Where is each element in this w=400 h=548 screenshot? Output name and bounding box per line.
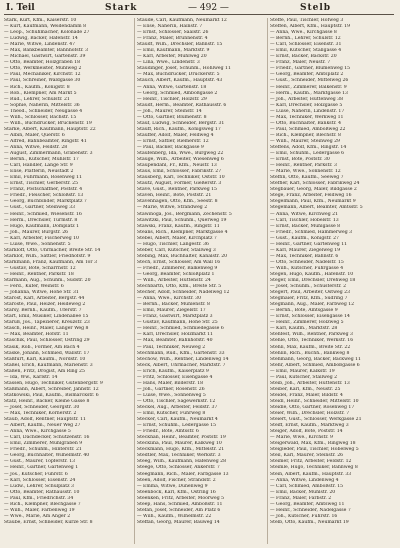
directory-entry: Starmann, Aug., Schuhm., Südstr. 20 [4, 278, 91, 284]
directory-entry: Starost, Karl, Arbeiter, Bergstr. 44 [4, 296, 85, 302]
directory-entry: — Max, Bankbeamter, Bahnhofstr. 3 [4, 48, 88, 54]
directory-entry: — Wilh., Maler, Farbenweg 19 [4, 507, 75, 513]
directory-entry: — Gust., Maurer, Töpferstr. 13 [4, 459, 76, 465]
directory-entry: Stautz, August, Former, Gießerstr. 3 [137, 181, 222, 187]
directory-entry: — Heinr., Zimmerer, Holzweg 5 [270, 320, 344, 326]
directory-entry: — Franz, Postschaffner, Poststr. 4 [4, 187, 83, 193]
directory-entry: Stegelmann, Paul, Kfm., Neumarkt 9 [270, 199, 356, 205]
directory-entry: Staßmann, Albert, Schreiber, Jahnstr. 12 [4, 386, 99, 392]
column-left [4, 18, 134, 546]
directory-entry: — Rich., Klempner, Blechgasse 7 [4, 501, 81, 507]
directory-entry: Staroste, Paul, Heizer, Heideweg 2 [4, 302, 86, 308]
directory-entry: Stavenhagen, Otto, Kfm., Seestr. 8 [137, 199, 218, 205]
directory-entry: — Elise, Plätterin, Neustadt 2 [4, 169, 74, 175]
directory-entry: — Ernst, Sattler, Riemerstr. 12 [137, 138, 209, 144]
directory-entry: — Wwe., Marie, Am Anger 2 [4, 513, 71, 519]
directory-entry: — Max, Beamter, Hofstr. 11 [4, 332, 69, 338]
directory-entry: — Heinr., Schneider, Nadelgasse 7 [270, 507, 351, 513]
directory-entry: — Bernh., Lehrer, Schulstr. 12 [270, 36, 341, 42]
directory-entry: Steffens, Adolf, Kfm., Ringstr. 14 [270, 144, 347, 150]
directory-entry: — Max, Techniker, Bahnstr. 6 [270, 253, 339, 259]
directory-entry: Stebel, Albert, Maler, Kirchplatz 7 [137, 235, 217, 241]
directory-entry: Steffin, Otto, Kaufm., Seeweg 7 [270, 175, 344, 181]
directory-entry: Steenbock, Karl, Kfm., Ostring 16 [137, 489, 216, 495]
directory-entry: — Kurt, Kaufmann, Weidendamm 8 [4, 24, 86, 30]
directory-entry: Stauffer, Adolf, Maler, Feldweg 4 [137, 132, 214, 138]
directory-entry: Statkowski, Paul, Kaufm., Bismarckstr. 6 [4, 392, 99, 398]
directory-entry: Steiger, Adolf, Bote, Poststr. 14 [270, 429, 343, 435]
directory-entry: Stelb, Otto, Kaufm., Neumarkt 19 [270, 519, 349, 525]
directory-entry: — Otto, Beamter, Rathausstr. 10 [4, 489, 80, 495]
directory-entry: — Paul, Kfm., Friedrichstr. 34 [4, 495, 74, 501]
directory-entry: Stasik, Rob., Former, Am Bach 4 [4, 344, 80, 350]
directory-entry: Steffen, Albert, Kfm., Hauptstr. 19 [270, 24, 350, 30]
directory-entry: Steegmann, Rich., Maler, Farbgasse 13 [137, 471, 229, 477]
directory-entry: — Anna, Witwe, Feldstr. 28 [4, 144, 68, 150]
header-left: I. Teil [6, 3, 35, 13]
directory-entry: Steffe, Paul, Tischler, Hofweg 3 [270, 18, 344, 23]
directory-entry: Stege, Franz, Arbeiter, Feldweg 16 [270, 193, 352, 199]
directory-entry: Staudinger, Josef, Schuhm., Hohlweg 11 [137, 66, 231, 72]
directory-entry: Steier, Wilh., Drechsler, Holzstr. 7 [270, 411, 350, 417]
directory-entry: Stauge, Wilh., Arbeiter, Wiesenweg 6 [137, 157, 224, 163]
directory-entry: — Emil, Bäcker, Mühlstr. 20 [270, 489, 336, 495]
directory-entry: — Friedr., Fleischer, Schloßstr. 13 [4, 193, 84, 199]
directory-entry: — Wilh., Schlosser, Bachstr. 15 [4, 114, 77, 120]
directory-entry: — Rich., Kaufm., Königstr. 8 [4, 84, 70, 90]
directory-entry: — Ernst, Schuhm., Ledergasse 15 [137, 423, 217, 429]
directory-entry: Stebing, Max, Buchhalter, Kanalstr. 20 [137, 253, 228, 259]
directory-entry: Stehmann, Georg, Bäcker, Backweg 11 [270, 356, 361, 362]
directory-entry: Starklof, Wilh., Sattler, Friedhofstr. 9 [4, 253, 91, 259]
directory-entry: — Max, Buchdrucker, Druckerstr. 5 [137, 72, 220, 78]
directory-entry: Stegemann, Albert, Beamter, Amtsstr. 5 [270, 205, 363, 211]
directory-entry: Steckel, Aug., Arbeiter, Feldstr. 37 [137, 405, 218, 410]
directory-entry: Staske, Johann, Schmied, Wallstr. 17 [4, 350, 90, 356]
directory-entry: — Emil, Schuhm., Ledergasse 6 [270, 151, 345, 157]
directory-entry: — Joh., Gärtner, Rosenstr. 26 [137, 386, 205, 392]
directory-entry: — Otto, Schneider, Nadelstr. 15 [270, 259, 344, 265]
directory-entry: — Ernst, Bäcker, Mühlgasse 8 [270, 223, 341, 229]
header-title: Stark [105, 3, 138, 13]
directory-entry: — Heinr., Schmied, Schmiedegasse 6 [137, 326, 224, 332]
directory-entry: Stawski, Franz, Kaufm., Ringstr. 11 [137, 223, 220, 229]
directory-entry: Stehlin, Rich., Buchh., Bankweg 8 [270, 350, 350, 356]
directory-entry: — Georg, Beamter, Schloßplatz 1 [137, 271, 215, 277]
directory-entry: — Emil, Fuhrmann, Rosenweg 11 [4, 175, 83, 181]
directory-entry: Stave, Gust., Rentner, Parkweg 15 [137, 187, 217, 193]
directory-entry: Steigleder, Paul, Tischler, Hobelweg 5 [270, 447, 359, 453]
directory-entry: Stawitzki, Paul, Schuhm., Querweg 19 [137, 217, 227, 223]
directory-entry: Steep, Hans, Schmied, Amboßstr. 11 [137, 501, 223, 507]
directory-entry: Stauch, Albert, Kaufm., Hauptstr. 43 [137, 78, 223, 84]
directory-entry: Stedtler, Max, Techniker, Werkstr. 3 [137, 453, 221, 459]
directory-entry: — Anna, Wwe., Kirchgasse 5 [4, 429, 71, 435]
directory-entry: Steil, Karl, Maurer, Steinstr. 26 [270, 453, 344, 459]
directory-entry: — Marie, Wwe., Sonnenstr. 12 [270, 169, 341, 175]
directory-entry: Stechow, Wilh., Rentner, Lindenweg 14 [137, 356, 229, 362]
column-divider [134, 18, 135, 544]
directory-entry: Stauf, Ludwig, Schneider, Bergstr. 31 [137, 120, 225, 126]
directory-entry: — Luise, Wwe., Sonnenweg 5 [137, 392, 206, 398]
directory-entry: — Ernst, Schlosser, Saalstr. 26 [137, 30, 209, 36]
directory-entry: — Heinr., Rentner, Parkstr. 18 [4, 271, 74, 277]
directory-entry: — Albert, Kaufm., Neuer Weg 27 [4, 423, 81, 429]
directory-entry: — Carl, Dachdecker, Schützenstr. 16 [4, 435, 90, 441]
directory-entry: — Joh., Kutscher, Fuhrstr. 16 [270, 513, 338, 519]
directory-entry: — Heinr., Gärtner, Gartenweg 1 [4, 465, 79, 471]
directory-entry: — Franz, Maler, Brunnenstr. 4 [137, 36, 208, 42]
directory-entry: — Heinr., Zimmerer, Balkenstr. 9 [270, 84, 347, 90]
directory-entry: — Friedr., Zimmerer, Balkenweg 9 [137, 265, 218, 271]
directory-entry: Staudt, Herm., Beamter, Rathausstr. 6 [137, 102, 227, 108]
directory-entry: — Michael, Gastwirt, Gartenstr. 39 [4, 54, 86, 60]
directory-entry: Statz, Heinr., Bäcker, Kleine Gasse 8 [4, 398, 90, 404]
directory-entry: Stechmann, Rud., Kfm., Gartenstr. 33 [137, 350, 225, 356]
directory-entry: — Carl, Händler, Lange Str. 9 [4, 163, 73, 169]
directory-entry: Staude, Carl, Kaufmann, Neumarkt 12 [137, 18, 227, 23]
directory-entry: — Herm., Drechsler, Turmstr. 8 [4, 217, 78, 223]
directory-entry: — Luise, Näherin, Lindenstr. 17 [270, 108, 345, 114]
directory-entry: — Josef, Schneider, Georgstr. 30 [4, 405, 80, 410]
directory-entry: — Ernst, Tischler, Gerberstr. 25 [4, 181, 79, 187]
directory-entry: — Heinr., Rentner, Parkstr. 3 [270, 163, 337, 169]
directory-entry: — Carl, Schlosser, Eisenstr. 31 [270, 42, 342, 48]
directory-entry: — Heinr., Tischler, Holzstr. 29 [137, 96, 207, 102]
directory-entry: Stegen, Hugo, Kaufm., Hafenstr. 10 [270, 271, 354, 277]
directory-entry: Stegmann, Aug., Maler, Farbweg 12 [270, 302, 355, 308]
directory-entry: — Otto, Beamter, Holzgraben 18 [4, 60, 81, 66]
directory-entry: — Marie, Witwe, Lindenstr. 47 [4, 42, 76, 48]
directory-entry: Stein, Albert, Kaufm., Hauptstr. 33 [270, 471, 352, 477]
directory-entry: — Hans, Maler, Bilderstr. 18 [137, 380, 204, 386]
directory-entry: — Wilh., Kutscher, Fuhrgasse 4 [270, 265, 344, 271]
directory-entry: — Paul, Kutscher, Stallweg 2 [270, 374, 338, 380]
directory-entry: Stehfest, Wilh., Rentner, Parkweg 3 [270, 332, 353, 338]
directory-entry: — Friedr., Gärtner, Blumenweg 15 [270, 66, 351, 72]
directory-entry: — Bernh., Bote, Amtsgasse 9 [270, 308, 338, 314]
directory-entry: Staschik, Paul, Schlosser, Ostring 29 [4, 338, 90, 344]
directory-entry: — Bernh., Bäcker, Mühlenstr. 8 [137, 302, 210, 308]
directory-entry: Stark, Kurt, Kfm., Kaiserstr. 10 [4, 18, 77, 23]
directory-entry: Stecklina, Paul, Maurer, Kalkweg 10 [137, 441, 222, 447]
directory-entry: Steiert, Gust., Schlosser, Werkgasse 21 [270, 417, 362, 423]
header-right: Stelb [300, 3, 332, 13]
directory-entry: — Alfred, Bahnbeamter, Ringstr. 41 [4, 138, 87, 144]
directory-entry: Staßel, Erich, Kaufmann, Marienstr. 3 [4, 362, 93, 368]
directory-entry: Steck, Albert, Uhrmacher, Marktstr. 7 [137, 362, 226, 368]
directory-entry: — Theod., Schneider, Neugasse 4 [4, 108, 83, 114]
directory-entry: — Paul, Schreiner, Waldgasse 30 [4, 78, 81, 84]
directory-entry: — Ernst, Schlosser, Eisengasse 14 [270, 314, 350, 320]
directory-entry: — Anna, Witwe, Kirchweg 21 [270, 211, 338, 217]
directory-entry: — Franz, Maler, Farbstr. 2 [270, 495, 332, 501]
directory-entry: Steidle, Otto, Gärtner, Rosenweg 17 [270, 405, 355, 410]
directory-entry: Steiff, Ernst, Kaufm., Marktweg 3 [270, 423, 349, 429]
directory-entry: Staßen, Fritz, Drogist, Am Ring 25 [4, 368, 85, 374]
directory-entry: — Wilh., Kaufm., Wilhelmstr. 22 [137, 513, 212, 519]
directory-entry: Steen, Adolf, Fischer, Strandstr. 2 [137, 477, 216, 483]
directory-entry: Stegmaier, Fritz, Kfm., Südring 7 [270, 296, 348, 302]
directory-entry: — Leop., Schuhmacher, Kolonade 27 [4, 30, 90, 36]
directory-entry: Steimer, Fritz, Arbeiter, Feldstr. 12 [270, 459, 352, 465]
directory-entry: — Ludw., Lehrer, Schulplatz 3 [4, 483, 74, 489]
directory-entry: Steckmann, Hugo, Kfm., Mittelstr. 21 [137, 447, 225, 453]
directory-entry: — Erich, Kaufm., Kaiserplatz 9 [137, 368, 209, 374]
directory-entry: Starke, Albert, Kaufmann, Hauptstr. 22 [4, 126, 96, 132]
directory-entry: Staufenberg, Ida, Wwe., Burgweg 22 [137, 151, 224, 157]
directory-entry: — Gust., Gärtner, Steinweg 33 [4, 205, 76, 211]
directory-entry: — Hugo, Tischler, Langestr. 36 [137, 241, 209, 247]
directory-entry: — Karl, Arbeiter, Fischerweg 10 [4, 235, 79, 241]
directory-entry: — Max, Techniker, Körnerstr. 2 [4, 411, 77, 417]
directory-entry: Steeg, Wilh., Kaufmann, Hafenweg 28 [137, 459, 226, 465]
directory-entry: Staruß, Jos., Tapezierer, Kreuzstr. 23 [4, 320, 90, 326]
directory-entry: — Gust., Schneider, Mittelweg 26 [270, 78, 349, 84]
directory-entry: Staudt, Wilh., Drechsler, Bahnstr. 15 [137, 42, 223, 48]
directory-entry: — Anna, Wwe., Kirchstr. 30 [137, 296, 201, 302]
directory-entry: — Franz, Gastwirt, Marktplatz 3 [137, 314, 213, 320]
directory-entry: Stefan, Josef, Schneider, Am Platz 6 [137, 507, 221, 513]
directory-entry: Stehle, Otto, Techniker, Werkstr. 16 [270, 338, 354, 344]
directory-entry: — Georg, Buchhalter, Wilhelmstr. 40 [4, 453, 90, 459]
directory-entry: Steege, Otto, Schlosser, Ankerstr. 7 [137, 465, 220, 471]
directory-entry: — Joh., Arbeiter, Hüttenweg 38 [270, 96, 344, 102]
directory-entry: — Karl, Maurer, Ziegelweg 19 [270, 247, 341, 253]
directory-entry: — Hugo, Kaufmann, Domplatz 1 [4, 223, 80, 229]
directory-entry: — Friedr., Schuhm., Hinterstr. 21 [4, 447, 82, 453]
directory-entry: — Joh., Maurer, Steinstr. 14 [137, 108, 202, 114]
directory-entry: — Georg, Beamter, Amtsweg 11 [270, 501, 345, 507]
directory-entry: — Gustav, Kaufmann, Hohe Str. 25 [137, 320, 218, 326]
directory-entry: — Paul, Mechaniker, Kirchstr. 12 [4, 72, 81, 78]
directory-entry: — Wilh., Arbeiter, Hüttenstr. 24 [137, 278, 211, 284]
directory-entry: Stegert, Paul, Arbeiter, Ostweg 23 [270, 290, 350, 296]
directory-entry: Steber, Carl, Kutscher, Stallweg 3 [137, 247, 216, 253]
directory-entry: Steans, Rich., Klempner, Marktgasse 4 [137, 229, 228, 235]
directory-entry: — Ludwig, Bäcker, Hafenstr. 14 [4, 36, 78, 42]
directory-entry: Staus, Emil, Schlosser, Fabrikstr. 27 [137, 169, 222, 175]
directory-entry: — Karl, Arbeiter, Mühlweg 20 [137, 54, 207, 60]
directory-entry: — Sophie, Näherin, Mittelstr. 36 [4, 102, 80, 108]
directory-entry: — Rob., Klempner, Am Markt 5 [4, 90, 77, 96]
directory-entry: — Anna, Witwe, Gartenstr. 18 [137, 84, 207, 90]
directory-entry: — Wilh., Maurer, Steinweg 29 [270, 138, 340, 144]
directory-entry: — Ernst, Bote, Poststr. 30 [270, 157, 330, 163]
column-middle [137, 18, 267, 546]
directory-entry: Steigerwald, Max, Kfm., Ringweg 18 [270, 441, 356, 447]
directory-entry: — Emma, Witwe, Dünenweg 9 [137, 483, 208, 489]
directory-entry: Staube, Ernst, Schneider, Kurze Str. 8 [4, 519, 93, 525]
directory-entry: Steffan, Georg, Maurer, Bauweg 14 [137, 519, 220, 525]
directory-entry: — Bernh., Kutscher, Mühlstr. 17 [4, 157, 79, 163]
directory-entry: Stawinoga, Jos., Bergmann, Zechenstr. 5 [137, 211, 232, 217]
directory-entry: — Emil, Zimmerer, Mühlgraben 9 [4, 441, 83, 447]
directory-entry: — Marie, Wwe., Kirchstr. 9 [270, 435, 333, 441]
directory-entry: Stecher, Adolf, Schneider, Nadelweg 12 [137, 290, 230, 296]
directory-entry: — Fritz, Schlosser, Eisengasse 4 [137, 374, 213, 380]
directory-entry: — Max, Beamter, Bahnhofstr. 40 [137, 338, 213, 344]
directory-entry: — Anna, Witwe, Lindenweg 4 [270, 477, 339, 483]
directory-entry: Stegbauer, Georg, Maler, Bildgasse 2 [270, 187, 357, 193]
directory-entry: — Franz, Maler, Neustr. 7 [270, 60, 331, 66]
directory-entry: — Rich., Klempner, Blechstr. 8 [270, 132, 341, 138]
directory-entry: Steenken, Fritz, Arbeiter, Moorweg 5 [137, 495, 225, 501]
directory-entry: Stausberg, Karl, Techniker, Oststr. 10 [137, 175, 225, 181]
directory-entry: Stassen, Hugo, Techniker, Gutenbergstr. 9 [4, 380, 103, 386]
directory-entry: — Wilh., Buchdrucker, Brückenstr. 19 [4, 120, 92, 126]
directory-entry: — Heinr., Gärtner, Gartenweg 11 [270, 241, 348, 247]
directory-entry: — Gust., Kaufm., Königstr. 27 [270, 235, 339, 241]
directory-entry: — Georg, Buchbinder, Marktplatz 7 [4, 199, 87, 205]
directory-entry: Stauff, Rich., Kaufm., Königsweg 17 [137, 126, 221, 132]
directory-entry: Steidel, Franz, Maler, Bildstr. 4 [270, 392, 343, 398]
directory-entry: Stehr, Albert, Schmied, Amboßgasse 6 [270, 362, 360, 368]
directory-entry: Steffler, Karl, Schlosser, Fabrikweg 24 [270, 181, 360, 187]
directory-entry: Stehli, Max, Kaufm., Breite Str. 22 [270, 344, 351, 350]
directory-entry: Steckhan, Heinr., Beamter, Poststr. 19 [137, 435, 226, 441]
directory-entry: — Rud., Lehrer, Schulstr. 21 [4, 96, 70, 102]
directory-entry: — Josef, Schuhm., Schusterstr. 2 [270, 284, 347, 290]
directory-entry: — Emil, Kaufmann, Marktstr. 9 [137, 48, 210, 54]
directory-entry: Steidl, Heinr., Schneider, Mittelstr. 10 [270, 398, 359, 404]
directory-entry: Staven, Heinr., Bote, Poststr. 21 [137, 193, 212, 199]
directory-entry: Starkmann, Franz, Kaufmann, Am Tor 3 [4, 259, 98, 265]
directory-entry: — Marie, Witwe, Strandweg 2 [137, 205, 208, 211]
directory-entry: — August, Zimmermann, Grabenstr. 3 [4, 151, 93, 157]
directory-entry: Steimle, Hugo, Techniker, Bahnweg 8 [270, 465, 358, 471]
directory-entry: — Anna, Wwe., Kirchgasse 8 [270, 30, 337, 36]
directory-entry: Steib, Joh., Arbeiter, Hüttenstr. 13 [270, 380, 350, 386]
directory-entry: Staupendahl, Fr., Kfm., Neustr. 13 [137, 163, 217, 169]
directory-entry: — Emil, Maurer, Kalkstr. 19 [270, 368, 335, 374]
directory-entry: — Ferd., Küfer, Weinstr. 6 [4, 284, 64, 290]
directory-entry: — Herm., Kaufm., Marktgasse 13 [270, 90, 348, 96]
directory-entry: — Carl, Tischler, Hobelstr. 13 [270, 217, 339, 223]
directory-entry: — Luise, Wwe., Sonnenstr. 5 [4, 241, 71, 247]
directory-entry: — Friedr., Bote, Amtsstr. 6 [137, 429, 199, 435]
directory-entry: — Ernst, Bäcker, Backstr. 20 [270, 54, 337, 60]
directory-entry: — Heinr., Schmied, Wiesenstr. 16 [4, 211, 82, 217]
directory-entry: — Albin, Maler, Querstr. 6 [4, 132, 65, 138]
directory-entry: — Otto, Gärtner, Blumenstr. 8 [137, 114, 207, 120]
directory-entry: Stechbarth, Otto, Kfm., Breite Str. 5 [137, 284, 222, 290]
directory-entry: — Jos., Kutscher, Fuhrstr. 6 [4, 471, 68, 477]
directory-entry: — Joh., Maurer, Burgstr. 26 [4, 229, 69, 235]
directory-entry: — Elise, Näherin, Hainstr. 7 [137, 24, 203, 30]
directory-entry: Steger, Emil, Drechsler, Drehweg 18 [270, 278, 356, 284]
directory-entry: Starsy, Bernh., Kaufm., Uferstr. 7 [4, 308, 82, 314]
directory-entry: — Carl, Schmied, Amboßstr. 15 [270, 483, 344, 489]
header-rule [4, 14, 394, 15]
directory-entry: — Gustav, Bote, Scharrnstr. 12 [4, 265, 76, 271]
directory-entry: — Friedr., Schmied, Hammerweg 3 [270, 229, 353, 235]
directory-entry: — Ida, Ww., Karlstr. 14 [4, 374, 58, 380]
directory-entry: — Otto, Tischler, Sägewerkstr. 12 [137, 398, 216, 404]
directory-entry: Stasch, Heinr., Maler, Langer Weg 8 [4, 326, 89, 332]
directory-entry: — Otto, Werkmeister, Mühlweg 2 [4, 66, 82, 72]
directory-entry: Steiber, Karl, Kfm., Neustr. 25 [270, 386, 341, 392]
directory-entry: — Paul, Schmied, Amboßweg 22 [270, 126, 346, 132]
directory-entry: — Otto, Buchhalter, Bankstr. 4 [270, 120, 341, 126]
directory-entry: — Lina, Wwe., Lindenstr. 3 [137, 60, 200, 66]
directory-entry: Start, Emil, Musiker, Lindenallee 15 [4, 314, 89, 320]
directory-entry: — Karl, Kaufm., Marktstr. 28 [270, 326, 338, 332]
directory-entry: — Johanna, Witwe, Hohe Str. 31 [4, 290, 79, 296]
directory-entry: — Georg, Beamter, Amtsplatz 2 [270, 72, 344, 78]
directory-entry: — Max, Techniker, Werkweg 11 [270, 114, 344, 120]
directory-entry: — Emil, Kutscher, Stallgasse 4 [270, 48, 342, 54]
directory-entry: Stech, Ernst, Schlosser, Am Wall 16 [137, 259, 221, 265]
directory-entry: Staub, Adolf, Rentner, Hauptstr. 11 [4, 417, 86, 423]
directory-entry: — Karl, Drechsler, Holzmarkt 11 [137, 332, 213, 338]
directory-entry: — Karl, Schlosser, Eisenstr. 24 [4, 477, 76, 483]
directory-entry: Staßfurt, Karl, Kaufm., Nordstr. 10 [4, 356, 86, 362]
directory-entry: Starkloff, Otto, Uhrmacher, Breite Str. 14 [4, 247, 101, 253]
column-right [270, 18, 400, 546]
directory-entry: — Emil, Maurer, Ziegelstr. 17 [137, 308, 206, 314]
directory-entry: — Paul, Bäcker, Backgasse 9 [137, 144, 204, 150]
directory-entry: — Paul, Techniker, Neuweg 2 [137, 344, 206, 350]
column-divider [267, 18, 268, 544]
page-number: — 492 — [188, 3, 229, 13]
directory-entry: — Karl, Drechsler, Holzgasse 5 [270, 102, 343, 108]
directory-entry: Stecker, Carl, Kaufm., Neumarkt 4 [137, 417, 218, 423]
directory-entry: — Emil, Kutscher, Fuhrweg 8 [137, 411, 206, 417]
directory-entry: — Georg, Schmied, Amboßgasse 2 [137, 90, 218, 96]
